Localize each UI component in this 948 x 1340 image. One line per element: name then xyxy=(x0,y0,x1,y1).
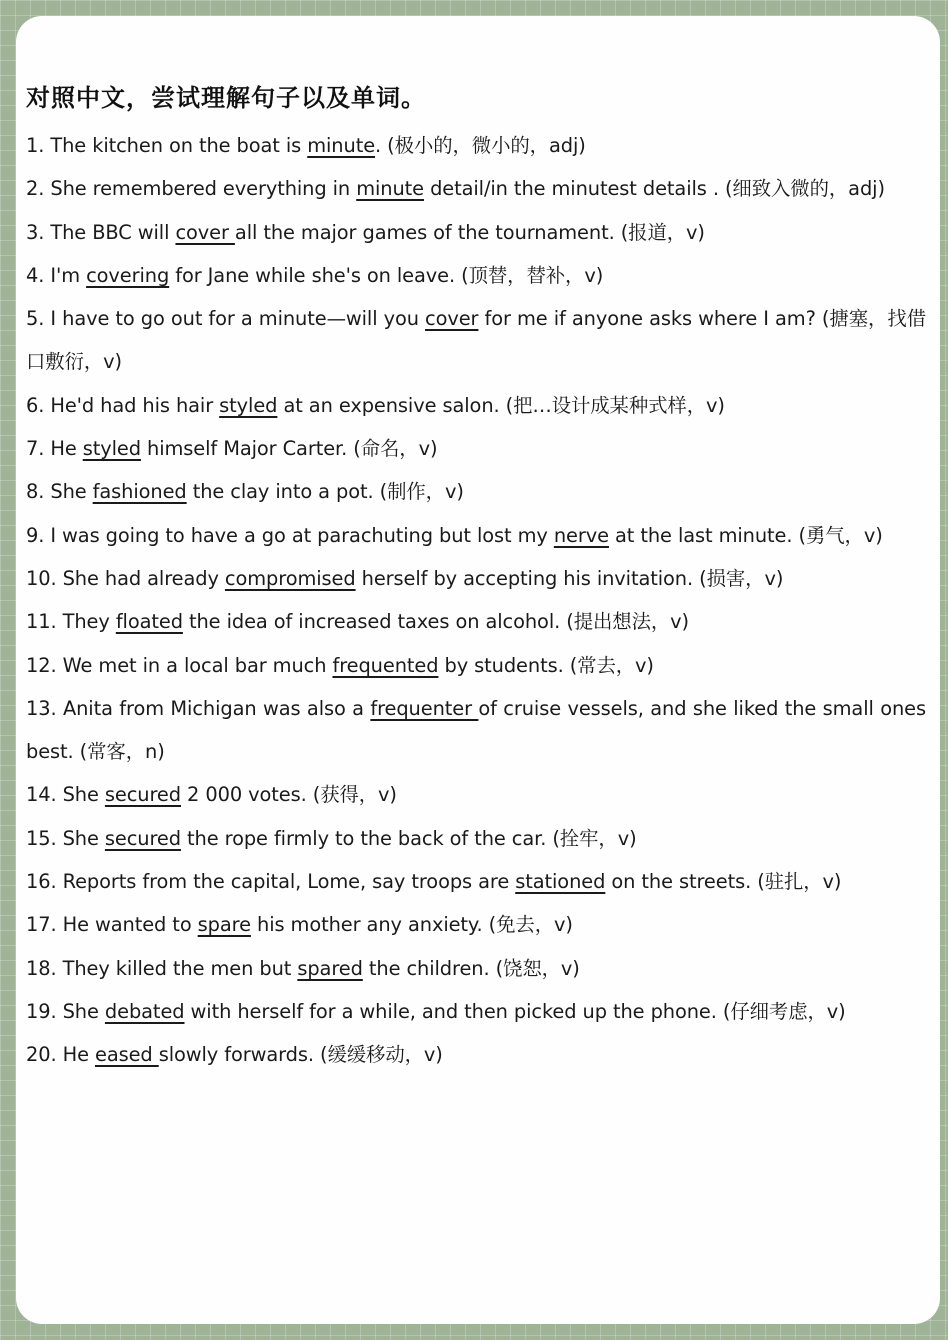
sentence-text: 18. They killed the men but xyxy=(26,956,298,980)
key-word: frequented xyxy=(332,653,439,677)
sentence-text: on the streets. (驻扎，v) xyxy=(605,870,842,894)
key-word: minute xyxy=(356,177,424,201)
key-word: secured xyxy=(104,826,181,850)
sentence-item xyxy=(26,211,940,254)
key-word: secured xyxy=(104,783,181,807)
key-word: spare xyxy=(197,913,251,937)
key-word: cover xyxy=(425,307,479,331)
key-word: covering xyxy=(86,263,170,287)
sentence-text: 9. I was going to have a go at parachuting but lost my xyxy=(26,523,554,547)
sentence-text: 14. She xyxy=(26,783,105,807)
key-word: cover xyxy=(175,220,235,244)
sentence-item xyxy=(26,514,940,557)
sentence-text: 12. We met in a local bar much xyxy=(26,653,333,677)
note-card xyxy=(16,16,940,1324)
key-word: eased xyxy=(94,1043,159,1067)
sentence-item xyxy=(26,773,940,816)
sentence-text: 6. He'd had his hair xyxy=(26,393,220,417)
key-word: minute xyxy=(307,134,376,157)
sentence-text: 8. She xyxy=(26,480,93,504)
sentence-text: detail/in the minutest details . (细致入微的，adj) xyxy=(424,177,885,201)
sentence-item xyxy=(26,1033,940,1076)
sentence-text: all the major games of the tournament. (报道，v) xyxy=(234,220,705,244)
sentence-item xyxy=(26,644,940,687)
sentence-text: 3. The BBC will xyxy=(26,220,176,244)
sentence-text: 4. I'm xyxy=(26,263,87,287)
sentence-item xyxy=(26,903,940,946)
key-word: fashioned xyxy=(92,480,187,504)
page-title: 对照中文，尝试理解句子以及单词。 xyxy=(26,84,426,112)
sentence-item xyxy=(26,427,940,470)
sentence-text: at the last minute. (勇气，v) xyxy=(608,523,883,547)
sentence-text: 19. She xyxy=(26,999,105,1023)
sentence-item xyxy=(26,817,940,860)
key-word: spared xyxy=(297,956,363,980)
sentence-list xyxy=(26,124,940,1077)
key-word: frequenter xyxy=(370,696,479,720)
sentence-item xyxy=(26,167,940,210)
sentence-text: at an expensive salon. (把…设计成某种式样，v) xyxy=(277,393,725,417)
sentence-text: 5. I have to go out for a minute—will you xyxy=(26,307,426,331)
sentence-text: slowly forwards. (缓缓移动，v) xyxy=(158,1043,443,1067)
sentence-text: . (极小的，微小的，adj) xyxy=(375,134,586,157)
sentence-text: 17. He wanted to xyxy=(26,913,198,937)
sentence-text: 11. They xyxy=(26,610,116,634)
sentence-text: 10. She had already xyxy=(26,566,225,590)
sentence-text: his mother any anxiety. (免去，v) xyxy=(250,913,573,937)
sentence-text: 2. She remembered everything in xyxy=(26,177,357,201)
sentence-item xyxy=(26,990,940,1033)
sentence-text: 7. He xyxy=(26,437,83,461)
sentence-text: the clay into a pot. (制作，v) xyxy=(186,480,464,504)
sentence-text: by students. (常去，v) xyxy=(438,653,654,677)
sentence-text: for me if anyone asks where I am? (搪塞，找借口敷衍，v) xyxy=(26,307,926,374)
sentence-text: 13. Anita from Michigan was also a xyxy=(26,696,371,720)
sentence-item xyxy=(26,254,940,297)
sentence-text: 16. Reports from the capital, Lome, say troops are xyxy=(26,870,516,894)
sentence-item xyxy=(26,947,940,990)
sentence-text: with herself for a while, and then picked up the phone. (仔细考虑，v) xyxy=(184,999,846,1023)
sentence-text: himself Major Carter. (命名，v) xyxy=(140,437,438,461)
sentence-text: the children. (饶恕，v) xyxy=(362,956,580,980)
sentence-item xyxy=(26,557,940,600)
sentence-text: 15. She xyxy=(26,826,105,850)
sentence-item xyxy=(26,384,940,427)
key-word: debated xyxy=(104,999,185,1023)
sentence-text: the idea of increased taxes on alcohol. (提出想法，v) xyxy=(182,610,689,634)
sentence-text: of cruise vessels, and she liked the small ones best. (常客，n) xyxy=(26,696,926,764)
sentence-text: 20. He xyxy=(26,1043,95,1067)
sentence-text: herself by accepting his invitation. (损害，v) xyxy=(355,566,784,590)
key-word: nerve xyxy=(553,523,609,547)
sentence-text: 1. The kitchen on the boat is xyxy=(26,134,308,157)
sentence-item xyxy=(26,124,940,167)
key-word: floated xyxy=(115,610,183,634)
sentence-item xyxy=(26,297,940,384)
key-word: styled xyxy=(82,437,141,461)
sentence-item xyxy=(26,860,940,903)
sentence-item xyxy=(26,600,940,643)
key-word: compromised xyxy=(224,566,356,590)
sentence-text: for Jane while she's on leave. (顶替，替补，v) xyxy=(169,263,604,287)
sentence-text: 2 000 votes. (获得，v) xyxy=(180,783,397,807)
sentence-item xyxy=(26,687,940,774)
sentence-item xyxy=(26,470,940,513)
sentence-text: the rope firmly to the back of the car. (拴牢，v) xyxy=(180,826,637,850)
key-word: stationed xyxy=(515,870,606,894)
key-word: styled xyxy=(219,393,278,417)
